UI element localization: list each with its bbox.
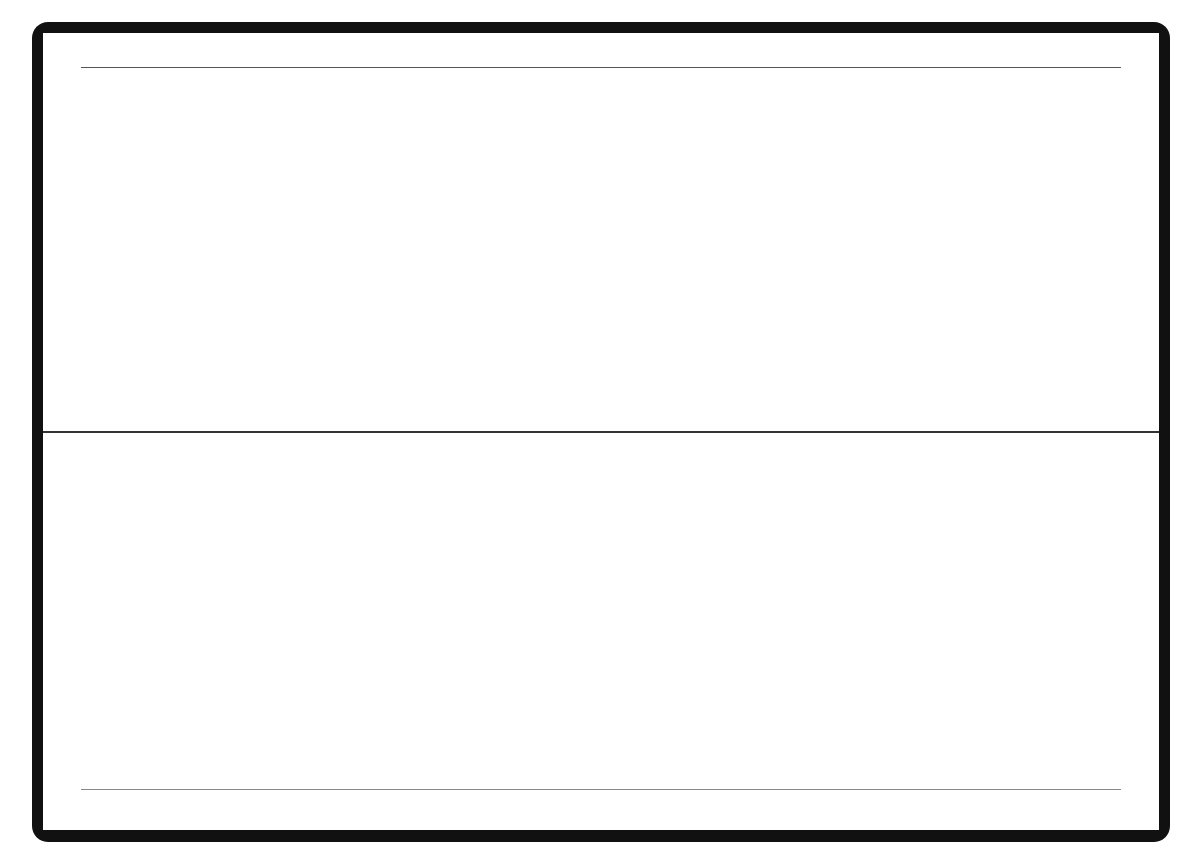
bottom-rule xyxy=(81,789,1121,790)
top-rule xyxy=(81,67,1121,68)
spine-line xyxy=(43,431,1159,433)
